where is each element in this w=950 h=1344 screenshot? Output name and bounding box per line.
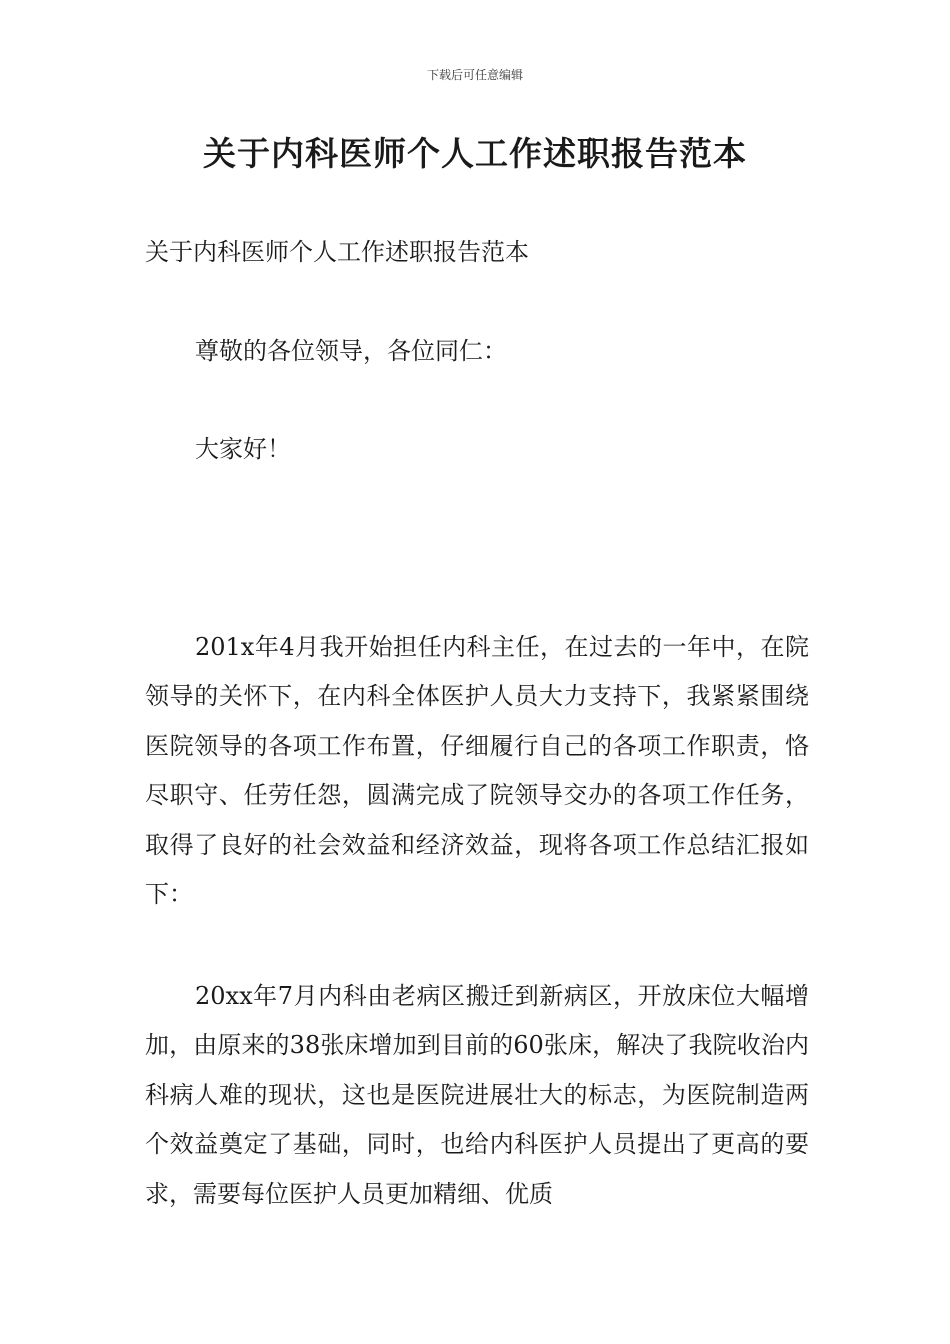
body-paragraph: 20xx年7月内科由老病区搬迁到新病区，开放床位大幅增加，由原来的38张床增加到目前的60张床，解决了我院收治内科病人难的现状，这也是医院进展壮大的标志，为医院制造两个效益奠定了基础，同时，也给内科医护人员提出了更高的要求，需要每位医护人员更加精细、优质 xyxy=(145,981,809,1208)
document-subtitle: 关于内科医师个人工作述职报告范本 xyxy=(145,238,529,266)
body-paragraph: 201x年4月我开始担任内科主任，在过去的一年中，在院领导的关怀下，在内科全体医护人员大力支持下，我紧紧围绕医院领导的各项工作布置，仔细履行自己的各项工作职责，恪尽职守、任劳任怨，圆满完成了院领导交办的各项工作任务，取得了良好的社会效益和经济效益，现将各项工作总结汇报如下： xyxy=(145,632,809,908)
salutation: 尊敬的各位领导，各位同仁： xyxy=(195,336,507,365)
header-note: 下载后可任意编辑 xyxy=(426,68,523,82)
document-title: 关于内科医师个人工作述职报告范本 xyxy=(203,134,747,173)
greeting: 大家好！ xyxy=(195,435,291,463)
document-body xyxy=(145,228,809,1219)
